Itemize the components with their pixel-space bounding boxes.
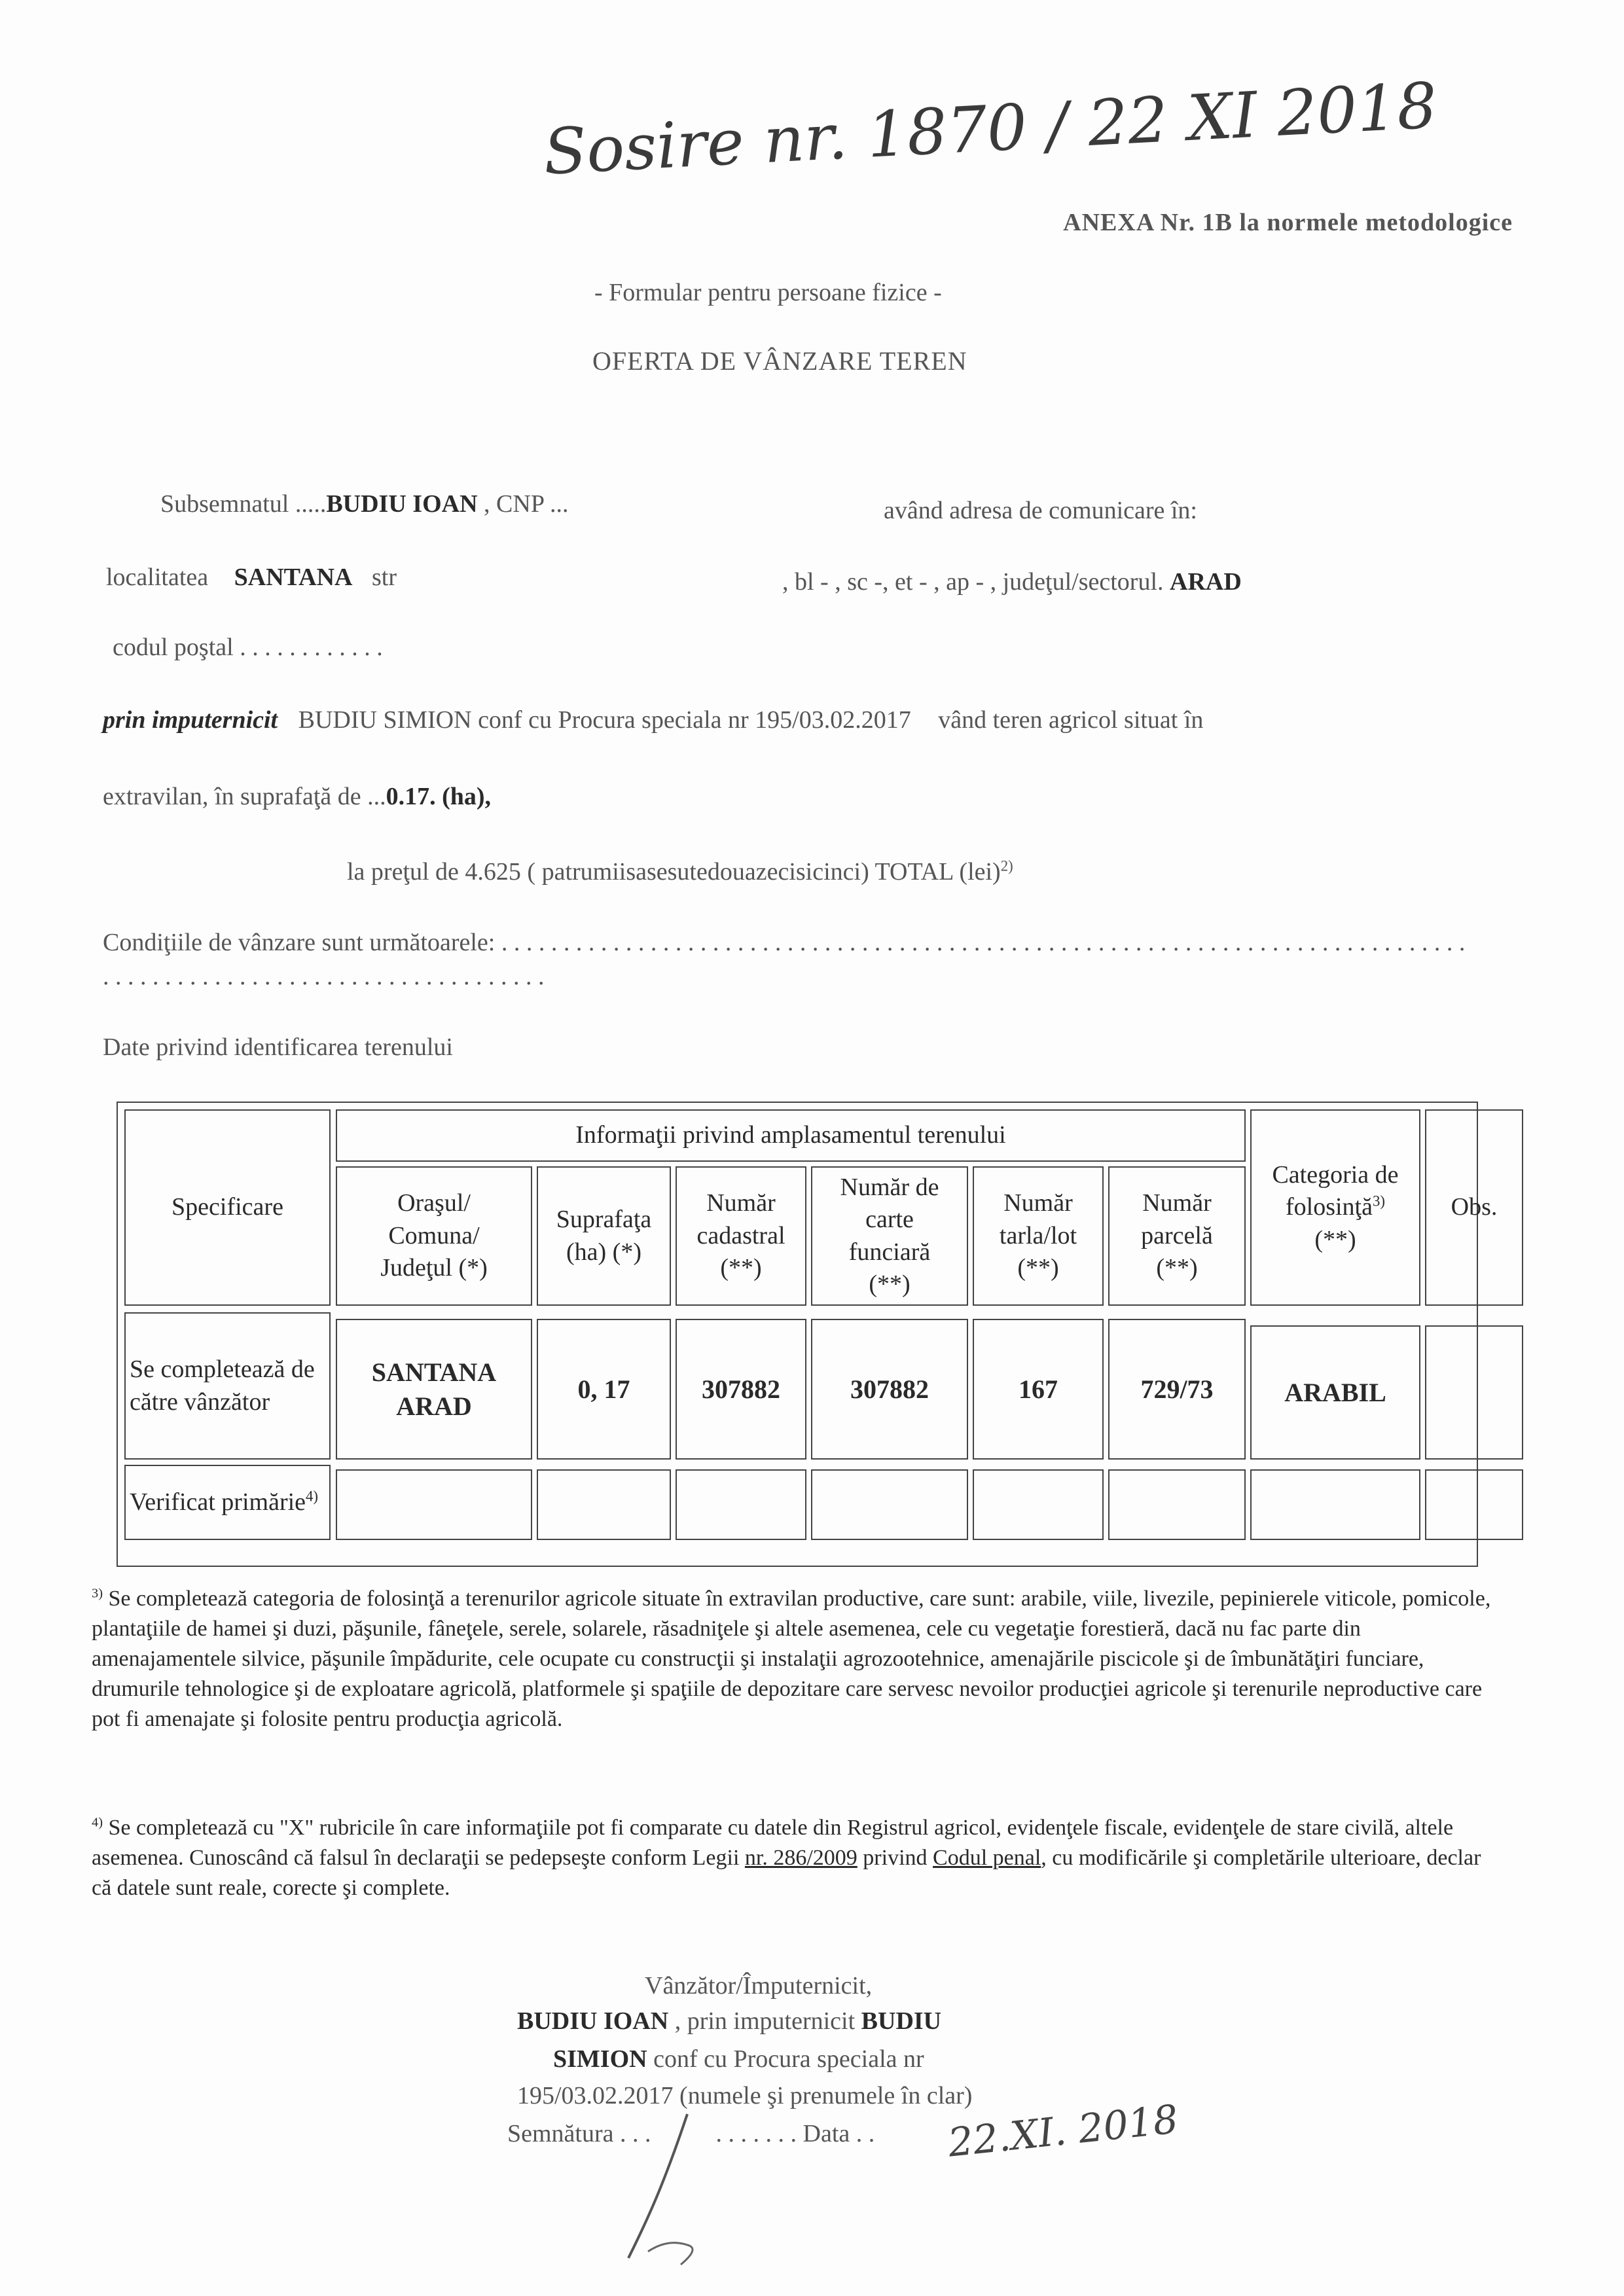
row1-tarla [973,1319,1104,1460]
footnote-4-marker: 4) [92,1815,103,1830]
row2-label-text: Verificat primărie [130,1488,306,1516]
page-title: OFERTA DE VÂNZARE TEREN [592,346,967,376]
seller-name: BUDIU IOAN [326,490,478,518]
surface-label: extravilan, în suprafaţă de ... [103,783,386,810]
group-header [336,1109,1246,1162]
footnote-4-code: Codul penal [933,1845,1041,1870]
footnote-4 [92,1813,1499,1903]
signature-label: Semnătura . . . [507,2120,651,2147]
surface-value: 0.17. (ha), [386,783,492,810]
col-tarla-text: Număr tarla/lot (**) [999,1189,1077,1282]
row1-cad [676,1319,806,1460]
street-label: str [372,564,397,591]
spec-header [124,1109,331,1306]
subsemnatul-label: Subsemnatul ..... [160,490,327,518]
row2-tarla [973,1469,1104,1540]
row2-cf [811,1469,968,1540]
sig-procura-label: conf cu Procura speciala nr [647,2045,924,2073]
address-rest: , bl - , sc -, et - , ap - , judeţul/sectorul. [782,568,1164,596]
footnote-3-text: Se completează categoria de folosinţă a terenurilor agricole situate în extravilan productive, care sunt: arabile, viile, livezile, pepinierele viticole, pomicole, plantaţiile de hamei şi duzi, păşunile, fâneţele, serele, solarele, răsadniţele şi altele asemenea, cele cu vegetaţie forestieră, dacă nu fac parte din amenajamentele silvice, păşunile împădurite, cele ocupate cu construcţii şi instalaţii agrozootehnice, amenajările piscicole şi de îmbunătăţiri funciare, drumurile tehnologice şi de exploatare agricolă, platformele şi spaţiile de depozitare care servesc nevoilor producţiei agricole şi terenurile neproductive care pot fi amenajate şi folosite pentru producţia agricolă. [92,1587,1491,1731]
footnote-4-text-a: Se completează cu "X" rubricile în care informaţiile pot fi comparate cu datele din Registrul agricol, evidenţele fiscale, evidenţele de stare civilă, altele asemenea. Cunoscând că falsul în declaraţii se pedepseşte conform Legii [92,1816,1454,1870]
col-cf-header [811,1166,968,1306]
row2-supr [537,1469,671,1540]
line-subsemnatul [160,490,569,518]
sig-role: Vânzător/Împuternicit, [645,1972,873,2000]
cnp-label: , CNP ... [477,490,569,518]
row1-oras-county: ARAD [396,1391,472,1421]
annex-label: ANEXA Nr. 1B la normele metodologice [1063,209,1513,236]
handwritten-date [943,2094,1181,2170]
row1-supr [537,1319,671,1460]
row1-cf [811,1319,968,1460]
handwritten-registration-text: Sosire nr. 1870 / 22 XI 2018 [541,69,1439,189]
line-price [347,857,1013,886]
row2-parc [1108,1469,1246,1540]
localitatea-label: localitatea [106,564,209,591]
conditions-line: Condiţiile de vânzare sunt următoarele: . . . . . . . . . . . . . . . . . . . . . . . . . . . . . . . . . . . . . . . . . . . . . . . . . . . . . . . . . . . . . . . . . . . . . . . . . . . . . . [103,929,1466,956]
footnote-3-marker: 3) [92,1586,103,1601]
col-cf-text: Număr de carte funciară (**) [840,1173,939,1298]
row2-obs [1425,1469,1523,1540]
handwritten-date-drawing [943,2094,1181,2166]
sig-proxy-name-b: SIMION [553,2045,647,2073]
col-tarla-header [973,1166,1104,1306]
footnote-4-text-c: , cu modificările şi completările ulterioare, declar că datele sunt reale, corecte şi complete. [92,1845,1481,1900]
locality-value: SANTANA [234,564,353,591]
conditions-line-2: . . . . . . . . . . . . . . . . . . . . . . . . . . . . . . . . . . . . [103,963,545,990]
row1-oras-city: SANTANA [371,1357,497,1387]
row2-label [124,1465,331,1540]
sig-line-3 [553,2045,924,2073]
col-oras-text: Oraşul/ Comuna/ Judeţul (*) [380,1189,488,1282]
signature-scribble [589,2108,799,2281]
row1-label-text: Se completează de către vânzător [130,1355,315,1416]
sig-line-2 [517,2007,941,2036]
col-obs-header [1425,1109,1523,1306]
sig-proxy-label: , prin imputernicit [668,2007,861,2035]
row1-cad-text: 307882 [702,1374,780,1404]
row2-oras [336,1469,532,1540]
row1-cat [1250,1325,1420,1460]
row1-parc-text: 729/73 [1140,1374,1214,1404]
row1-parc [1108,1319,1246,1460]
line-localitatea [106,563,397,592]
handwritten-registration-drawing [537,59,1439,190]
footnote-4-law: nr. 286/2009 [744,1845,857,1870]
spec-header-text: Specificare [171,1193,283,1221]
row1-cat-text: ARABIL [1284,1377,1386,1407]
col-parc-header [1108,1166,1246,1306]
date-label: . . . . . . . Data . . [715,2120,875,2147]
signature-stroke-1 [628,2114,687,2258]
sig-seller-name: BUDIU IOAN [517,2007,669,2035]
col-oras-header [336,1166,532,1306]
line-extravilan [103,782,491,811]
row1-label [124,1312,331,1460]
col-supr-header [537,1166,671,1306]
col-obs-text: Obs. [1451,1193,1498,1221]
handwritten-registration-note [537,59,1439,190]
row1-tarla-text: 167 [1019,1374,1058,1404]
signature-stroke-2 [648,2243,693,2265]
line-localitatea-rest [782,567,1242,596]
imputernicit-label: prin imputernicit [103,706,278,734]
col-parc-text: Număr parcelă (**) [1141,1189,1213,1282]
col-cat-footnote-ref: 3) [1372,1193,1385,1210]
row2-cad [676,1469,806,1540]
row1-supr-text: 0, 17 [577,1374,630,1404]
line-imputernicit [103,706,1203,734]
land-table [117,1102,1498,1567]
col-supr-text: Suprafaţa (ha) (*) [556,1206,652,1266]
handwritten-date-text: 22.XI. 2018 [946,2096,1181,2166]
col-cat-header [1250,1109,1420,1306]
row2-cat [1250,1469,1420,1540]
col-cat-text: Categoria de folosinţă [1272,1160,1399,1221]
price-footnote-ref: 2) [1000,857,1013,874]
sig-line-4: 195/03.02.2017 (numele şi prenumele în clar) [517,2082,973,2109]
sells-land-text: vând teren agricol situat în [938,706,1204,734]
signature-scribble-drawing [589,2108,799,2278]
form-type: - Formular pentru persoane fizice - [594,279,942,306]
proxy-details: BUDIU SIMION conf cu Procura speciala nr 195/03.02.2017 [298,706,911,734]
county-value: ARAD [1170,568,1242,596]
footnote-3 [92,1584,1499,1734]
address-label: având adresa de comunicare în: [884,497,1197,524]
land-identification-heading: Date privind identificarea terenului [103,1033,453,1061]
postal-code-line: codul poştal . . . . . . . . . . . . [113,634,383,661]
sig-proxy-name-a: BUDIU [861,2007,942,2035]
col-cad-header [676,1166,806,1306]
row1-oras [336,1319,532,1460]
row1-cf-text: 307882 [850,1374,929,1404]
footnote-4-text-b: privind [857,1845,933,1870]
group-header-text: Informaţii privind amplasamentul terenului [575,1121,1006,1149]
col-cat-suffix: (**) [1314,1225,1356,1253]
row2-footnote-ref: 4) [306,1488,319,1505]
col-cad-text: Număr cadastral (**) [696,1189,785,1282]
price-text: la preţul de 4.625 ( patrumiisasesutedouazecisicinci) TOTAL (lei) [347,858,1001,886]
row1-obs [1425,1325,1523,1460]
